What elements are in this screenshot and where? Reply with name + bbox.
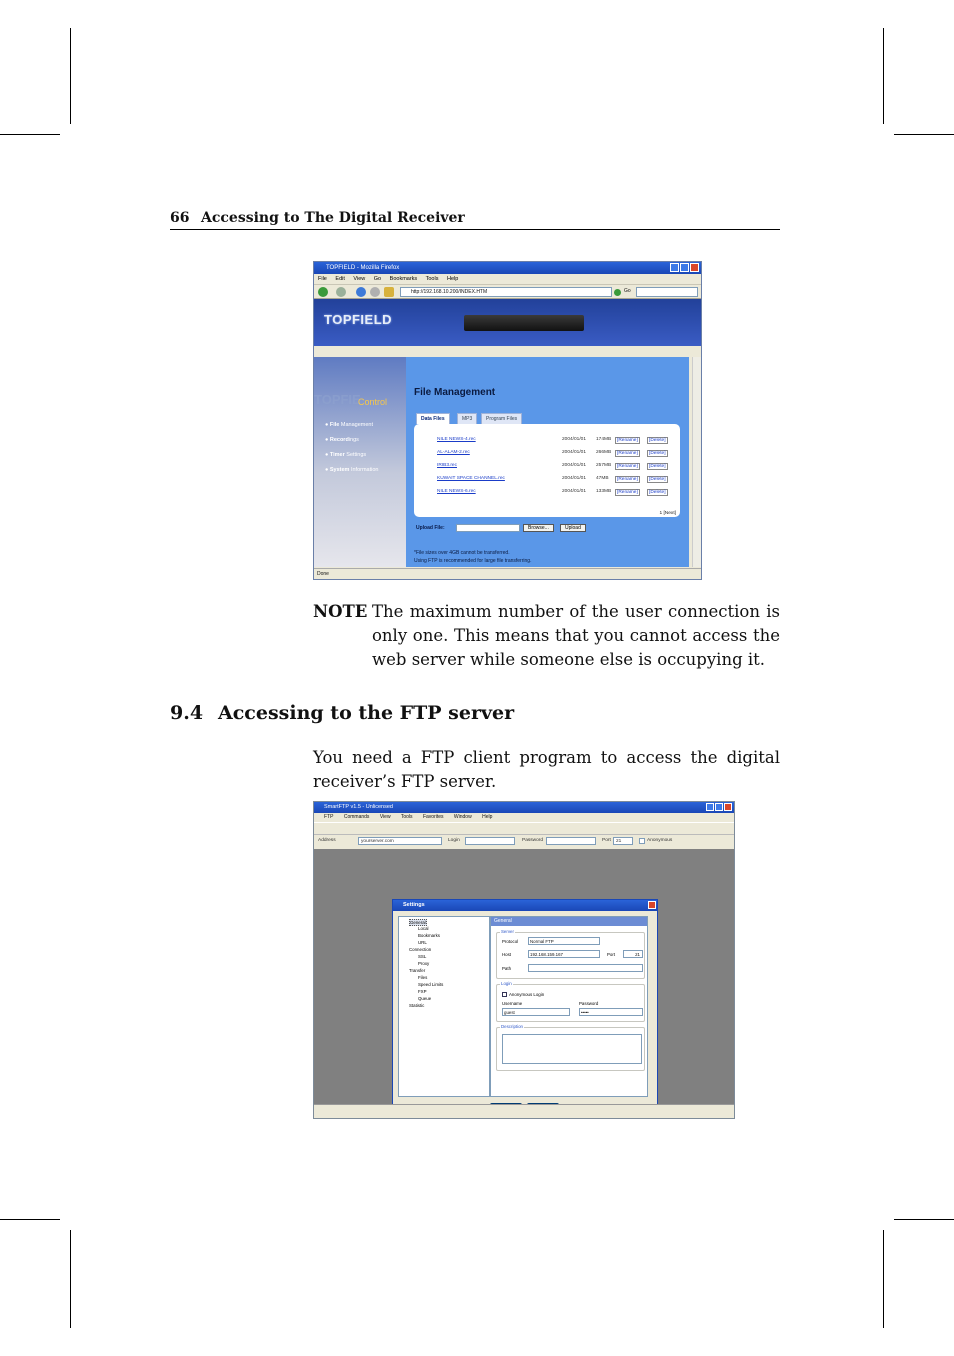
delete-button[interactable]: [Delete] bbox=[649, 451, 666, 456]
section-title: Accessing to the FTP server bbox=[218, 702, 515, 724]
table-row bbox=[437, 450, 677, 458]
login-group-label: Login bbox=[501, 981, 512, 986]
port-label: Port bbox=[607, 952, 616, 957]
note-label: NOTE bbox=[313, 602, 368, 621]
crop-mark bbox=[0, 1219, 60, 1220]
rename-button[interactable]: [Rename] bbox=[617, 464, 638, 469]
menu-item[interactable]: Help bbox=[446, 276, 459, 282]
menu-item[interactable]: Window bbox=[453, 814, 472, 820]
firefox-menubar bbox=[314, 274, 701, 284]
tree-item-statistic[interactable]: Statistic bbox=[409, 1003, 425, 1008]
page-number: 66 bbox=[170, 210, 190, 226]
description-group-label: Description bbox=[501, 1024, 523, 1029]
file-size: 174MB bbox=[596, 437, 612, 442]
settings-titlebar bbox=[393, 900, 657, 911]
smartftp-toolbar[interactable] bbox=[314, 822, 734, 835]
browse-button[interactable]: Browse... bbox=[523, 524, 554, 532]
scrollbar[interactable] bbox=[692, 357, 701, 567]
password-input[interactable]: ••••• bbox=[579, 1008, 643, 1016]
protocol-select[interactable]: Normal FTP bbox=[528, 937, 600, 945]
menu-item[interactable]: Tools bbox=[400, 814, 413, 820]
upload-file-input[interactable] bbox=[456, 524, 520, 532]
back-icon[interactable] bbox=[318, 287, 328, 297]
port-label: Port bbox=[602, 838, 611, 843]
crop-mark bbox=[70, 28, 71, 124]
file-date: 2004/01/01 bbox=[562, 463, 587, 468]
control-heading bbox=[314, 392, 396, 410]
home-icon[interactable] bbox=[384, 287, 394, 297]
username-label: Username bbox=[502, 1001, 523, 1006]
tree-item-ssl[interactable]: SSL bbox=[418, 954, 427, 959]
firefox-navbar bbox=[314, 284, 701, 299]
go-icon[interactable] bbox=[614, 289, 621, 296]
note-text: The maximum number of the user connection is only one. This means that you cannot access the web server while someone else is occupying it. bbox=[372, 602, 780, 669]
close-icon[interactable] bbox=[648, 901, 656, 909]
login-group bbox=[496, 981, 645, 1022]
delete-button[interactable]: [Delete] bbox=[649, 438, 666, 443]
menu-item[interactable]: Favorites bbox=[422, 814, 444, 820]
rename-button[interactable]: [Rename] bbox=[617, 477, 638, 482]
rename-button[interactable]: [Rename] bbox=[617, 490, 638, 495]
reload-icon[interactable] bbox=[356, 287, 366, 297]
crop-mark bbox=[0, 134, 60, 135]
file-date: 2004/01/01 bbox=[562, 450, 587, 455]
file-link[interactable]: AL-ALAM-2.rec bbox=[437, 450, 470, 455]
anonymous-login-checkbox[interactable] bbox=[502, 992, 507, 997]
settings-dialog bbox=[392, 899, 658, 1119]
menu-item[interactable]: Commands bbox=[343, 814, 370, 820]
file-list bbox=[414, 424, 680, 517]
firefox-window-title: TOPFIELD - Mozilla Firefox bbox=[326, 265, 400, 271]
status-bar: Done bbox=[314, 568, 701, 579]
sidebar-item-timer-settings[interactable]: ● Timer Settings bbox=[325, 452, 367, 458]
crop-mark bbox=[883, 1230, 884, 1328]
receiver-image bbox=[464, 315, 584, 331]
menu-item[interactable]: File bbox=[318, 276, 327, 282]
host-label: Host bbox=[502, 952, 512, 957]
url-bar[interactable]: http://192.168.10.200/INDEX.HTM bbox=[400, 287, 612, 297]
file-date: 2004/01/01 bbox=[562, 476, 587, 481]
smartftp-menubar bbox=[314, 813, 734, 822]
firefox-titlebar bbox=[314, 262, 701, 274]
go-button[interactable]: Go bbox=[624, 288, 631, 294]
sidebar-ghost-logo: TOPFIE bbox=[314, 392, 361, 407]
topfield-logo: TOPFIELD bbox=[324, 312, 393, 327]
tab-mp3[interactable]: MP3 bbox=[457, 413, 477, 424]
path-label: Path bbox=[502, 966, 512, 971]
table-row bbox=[437, 463, 677, 471]
server-group-label: Server bbox=[501, 929, 514, 934]
delete-button[interactable]: [Delete] bbox=[649, 477, 666, 482]
description-group bbox=[496, 1024, 645, 1071]
smartftp-titlebar bbox=[314, 802, 734, 813]
tree-item-queue[interactable]: Queue bbox=[418, 996, 432, 1001]
close-icon[interactable] bbox=[724, 803, 732, 811]
menu-item[interactable]: Edit bbox=[335, 276, 345, 282]
tree-item-url[interactable]: URL bbox=[418, 940, 427, 945]
password-input[interactable] bbox=[546, 837, 596, 845]
file-date: 2004/01/01 bbox=[562, 489, 587, 494]
maximize-icon[interactable] bbox=[715, 803, 723, 811]
pane-title: General bbox=[491, 917, 647, 926]
table-row bbox=[437, 489, 677, 497]
smartftp-window-title: SmartFTP v1.5 - Unlicensed bbox=[324, 804, 393, 810]
file-date: 2004/01/01 bbox=[562, 437, 587, 442]
search-icon[interactable] bbox=[636, 287, 698, 297]
port-input[interactable]: 21 bbox=[623, 950, 643, 958]
delete-button[interactable]: [Delete] bbox=[649, 464, 666, 469]
login-input[interactable] bbox=[465, 837, 515, 845]
tree-item-transfer[interactable]: Transfer bbox=[409, 968, 426, 973]
pager[interactable]: 1 [Next] bbox=[659, 511, 676, 516]
minimize-icon[interactable] bbox=[670, 263, 679, 272]
table-row bbox=[437, 437, 677, 445]
upload-note: Using FTP is recommended for large file transferring. bbox=[414, 558, 532, 564]
table-row bbox=[437, 476, 677, 484]
upload-button[interactable]: Upload bbox=[560, 524, 586, 532]
stop-icon[interactable] bbox=[370, 287, 380, 297]
minimize-icon[interactable] bbox=[706, 803, 714, 811]
menu-item[interactable]: Tools bbox=[425, 276, 439, 282]
upload-label: Upload File: bbox=[416, 525, 445, 531]
sidebar-item-system-information[interactable]: ● System Information bbox=[325, 467, 379, 473]
general-pane bbox=[490, 916, 648, 1097]
menu-item[interactable]: Bookmarks bbox=[389, 276, 418, 282]
file-size: 257MB bbox=[596, 463, 612, 468]
settings-title: Settings bbox=[403, 902, 425, 908]
firefox-screenshot bbox=[313, 261, 702, 580]
file-link[interactable]: KUWAIT SPACE CHANNEL.rec bbox=[437, 476, 505, 481]
menu-item[interactable]: FTP bbox=[324, 814, 334, 820]
path-input[interactable] bbox=[528, 964, 643, 972]
host-input[interactable]: 192.168.159.167 bbox=[528, 950, 600, 958]
rename-button[interactable]: [Rename] bbox=[617, 438, 638, 443]
server-group bbox=[496, 929, 645, 979]
file-size: 266MB bbox=[596, 450, 612, 455]
file-link[interactable]: IRIB3.rec bbox=[437, 463, 457, 468]
file-size: 133MB bbox=[596, 489, 612, 494]
control-sidebar bbox=[314, 357, 406, 567]
tab-program-files[interactable]: Program Files bbox=[481, 413, 522, 424]
running-title: Accessing to The Digital Receiver bbox=[201, 210, 465, 226]
file-management-panel bbox=[406, 357, 689, 567]
anonymous-checkbox[interactable] bbox=[639, 838, 645, 844]
page-title: File Management bbox=[414, 387, 496, 398]
rename-button[interactable]: [Rename] bbox=[617, 451, 638, 456]
menu-item[interactable]: Go bbox=[373, 276, 382, 282]
tree-item-bookmarks[interactable]: Bookmarks bbox=[418, 933, 440, 938]
section-paragraph: You need a FTP client program to access the digital receiver’s FTP server. bbox=[313, 748, 780, 791]
sidebar-item-recordings[interactable]: ● Recordings bbox=[325, 437, 359, 443]
tree-item-files[interactable]: Files bbox=[418, 975, 428, 980]
settings-tree bbox=[398, 916, 490, 1097]
upload-note: *File sizes over 4GB cannot be transferred. bbox=[414, 550, 510, 556]
sidebar-item-file-management[interactable]: ● File Management bbox=[325, 422, 373, 428]
login-label: Login bbox=[448, 838, 460, 843]
anonymous-login-label: Anonymous Login bbox=[509, 992, 545, 997]
maximize-icon[interactable] bbox=[680, 263, 689, 272]
crop-mark bbox=[894, 1219, 954, 1220]
tree-item-local[interactable]: Local bbox=[418, 926, 429, 931]
running-header bbox=[170, 208, 780, 230]
address-bar bbox=[314, 835, 734, 847]
workspace bbox=[314, 849, 734, 1105]
crop-mark bbox=[883, 28, 884, 124]
address-input[interactable]: yourserver.com bbox=[358, 837, 442, 845]
protocol-label: Protocol bbox=[502, 939, 519, 944]
username-input[interactable]: guest bbox=[502, 1008, 570, 1016]
password-label: Password bbox=[522, 838, 544, 843]
status-bar bbox=[314, 1104, 734, 1118]
password-label: Password bbox=[579, 1001, 599, 1006]
address-label: Address bbox=[318, 838, 336, 843]
file-link[interactable]: NILE NEWS-6.rec bbox=[437, 489, 476, 494]
forward-icon[interactable] bbox=[336, 287, 346, 297]
tab-data-files[interactable]: Data Files bbox=[416, 413, 450, 424]
tree-item-connection[interactable]: Connection bbox=[409, 947, 432, 952]
section-number: 9.4 bbox=[170, 702, 204, 724]
topfield-banner bbox=[314, 299, 701, 346]
tree-item-proxy[interactable]: Proxy bbox=[418, 961, 430, 966]
smartftp-screenshot bbox=[313, 801, 735, 1119]
control-label: Control bbox=[358, 397, 388, 407]
tree-item-speed-limits[interactable]: Speed Limits bbox=[418, 982, 444, 987]
menu-item[interactable]: View bbox=[379, 814, 391, 820]
description-input[interactable] bbox=[502, 1034, 642, 1064]
anonymous-label: Anonymous bbox=[647, 838, 673, 843]
file-link[interactable]: NILE NEWS-4.rec bbox=[437, 437, 476, 442]
crop-mark bbox=[70, 1230, 71, 1328]
file-size: 47MB bbox=[596, 476, 609, 481]
menu-item[interactable]: View bbox=[353, 276, 366, 282]
crop-mark bbox=[894, 134, 954, 135]
port-input[interactable]: 21 bbox=[613, 837, 633, 845]
delete-button[interactable]: [Delete] bbox=[649, 490, 666, 495]
tree-item-fxp[interactable]: FXP bbox=[418, 989, 427, 994]
close-icon[interactable] bbox=[690, 263, 699, 272]
tree-item-general[interactable]: General bbox=[410, 920, 426, 925]
menu-item[interactable]: Help bbox=[482, 814, 493, 820]
